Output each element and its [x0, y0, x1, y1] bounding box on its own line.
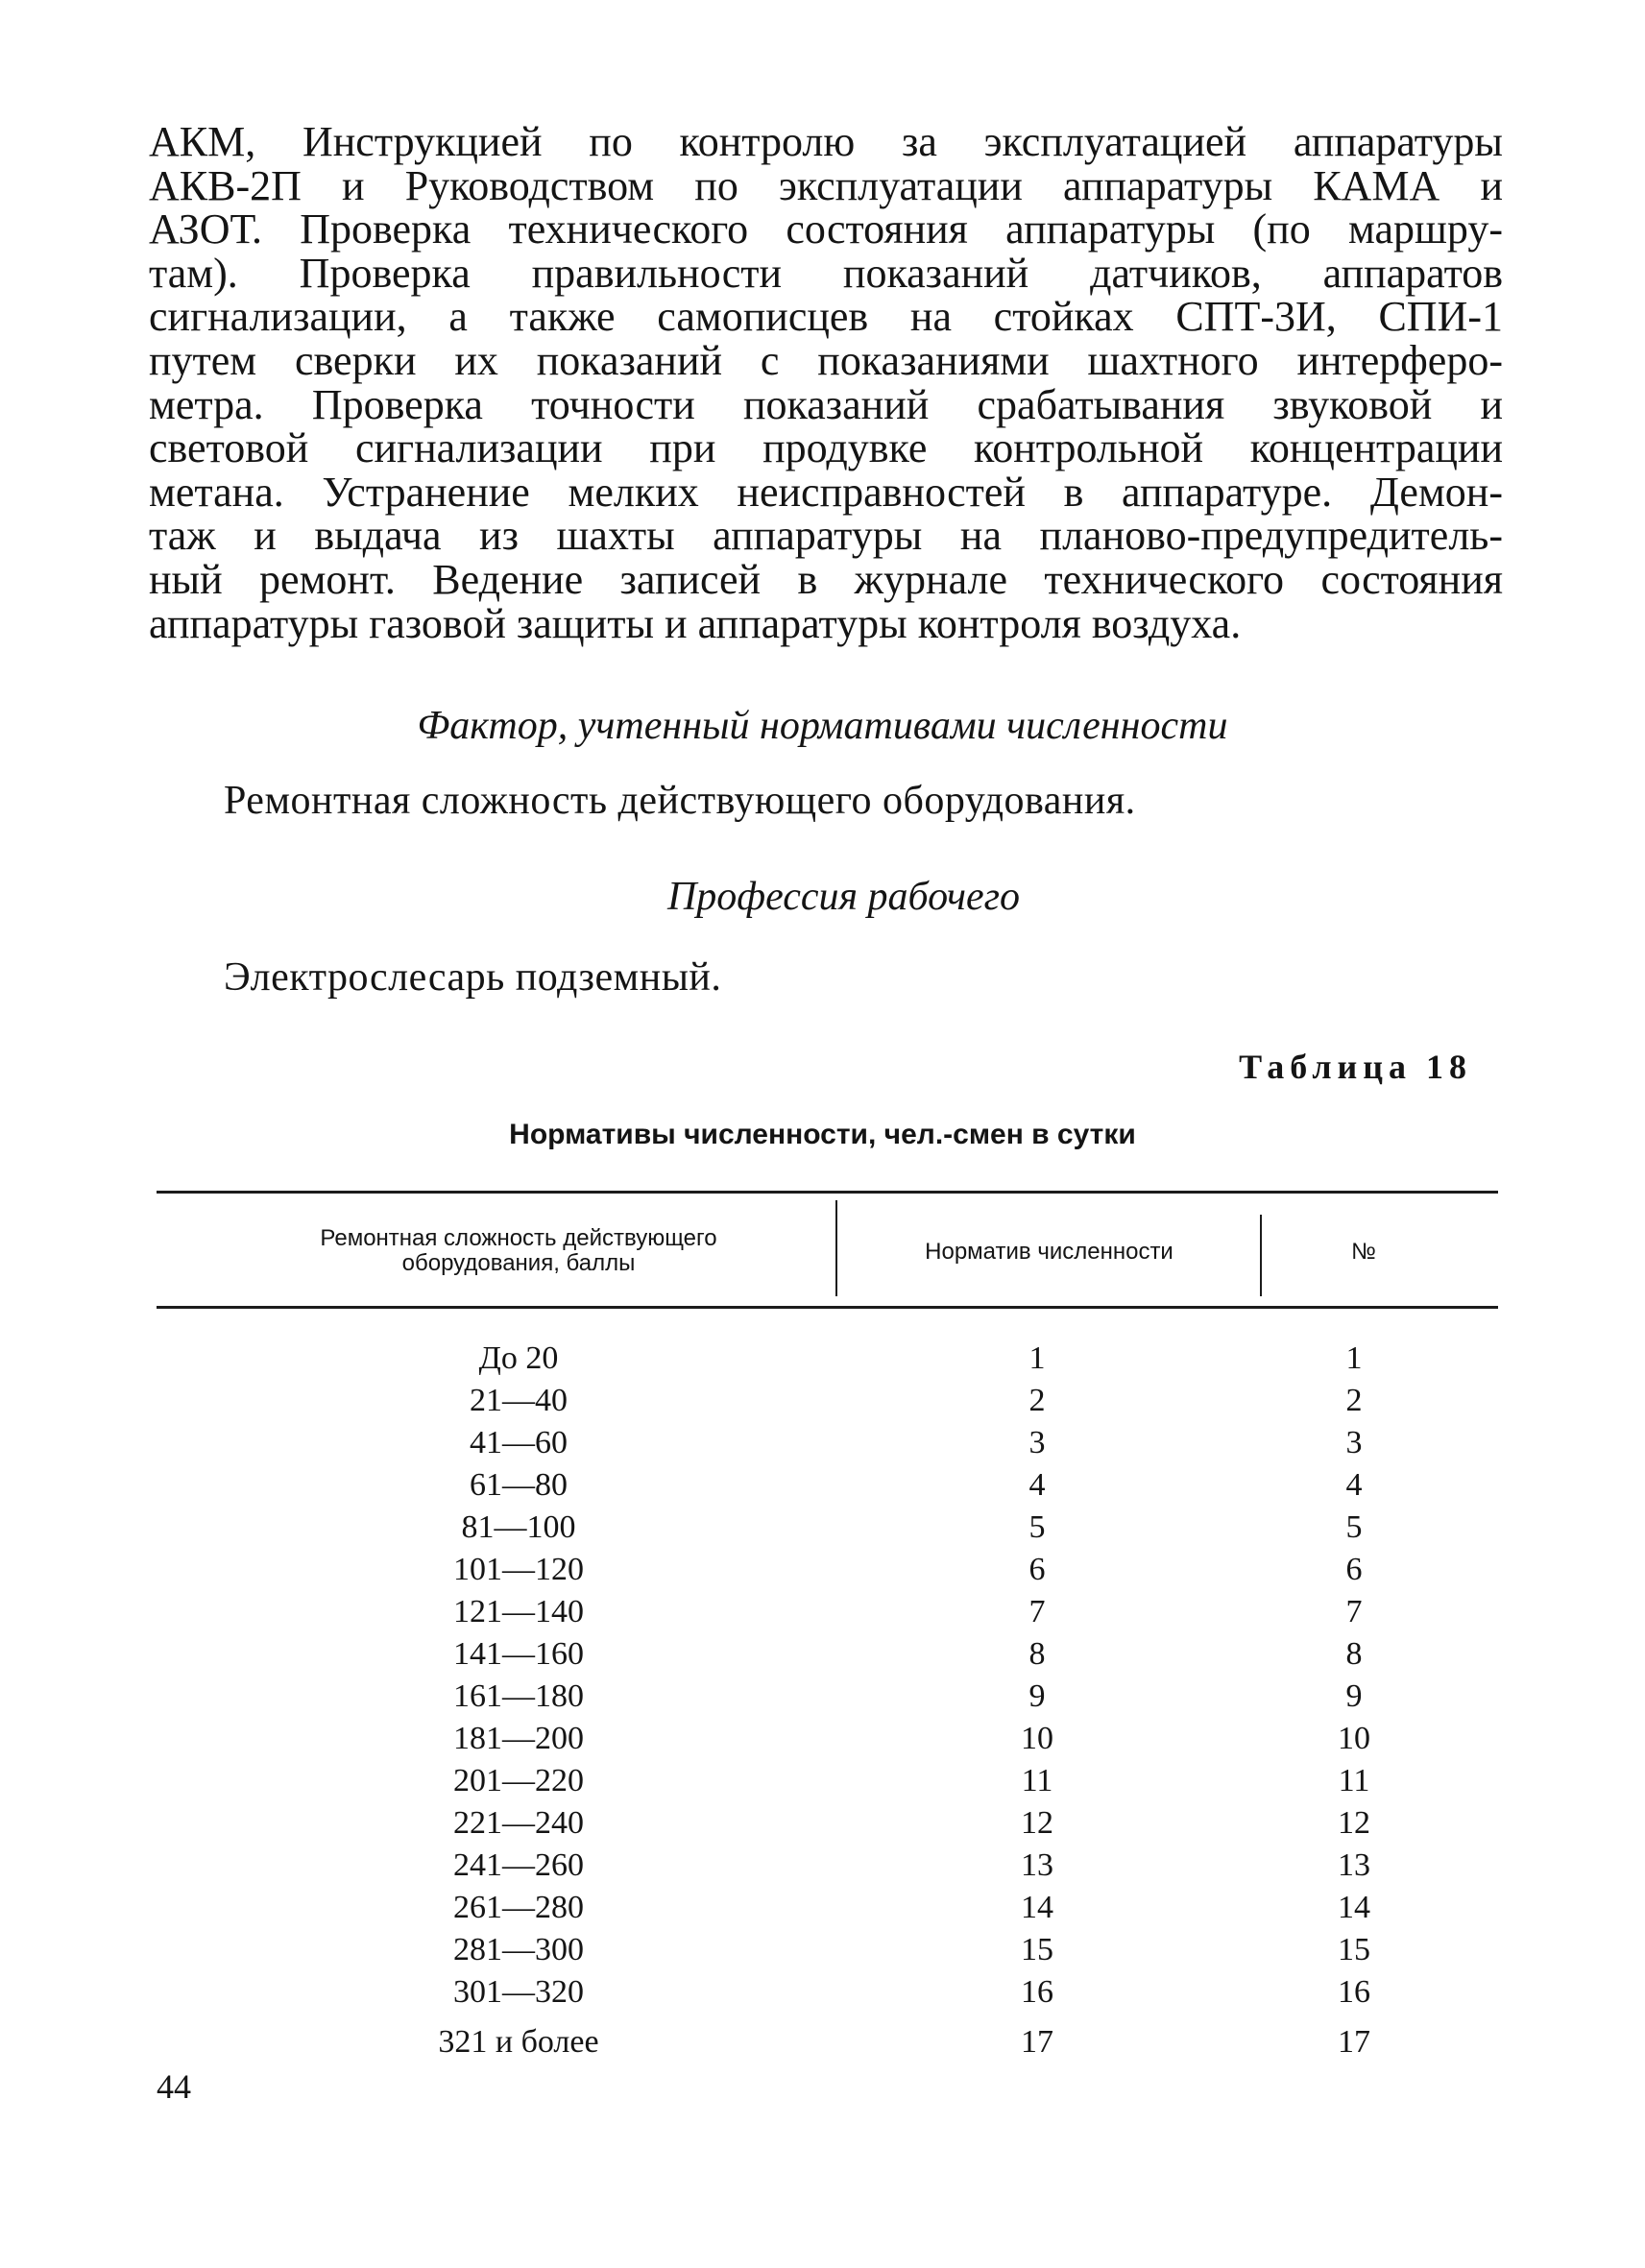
number-cell: 3 — [1345, 1425, 1363, 1460]
paragraph-line: АЗОТ. Проверка технического состояния аппаратуры (по маршру- — [149, 205, 1503, 253]
number-cell: 4 — [1345, 1467, 1363, 1503]
paragraph-line: ный ремонт. Ведение записей в журнале технического состояния — [149, 555, 1503, 603]
table-row — [0, 1422, 1645, 1464]
paragraph-line: АКМ, Инструкцией по контролю за эксплуатацией аппаратуры — [149, 118, 1503, 165]
factor-heading: Фактор, учтенный нормативами численности — [417, 704, 1228, 748]
number-cell: 15 — [1338, 1932, 1370, 1967]
norm-cell: 13 — [1021, 1847, 1053, 1883]
table-number: Таблица 18 — [1239, 1048, 1472, 1086]
header-complexity-line: Ремонтная сложность действующего — [320, 1225, 717, 1251]
number-cell: 9 — [1345, 1678, 1363, 1714]
table-row — [0, 1549, 1645, 1591]
number-cell: 1 — [1345, 1340, 1363, 1376]
paragraph-line: путем сверки их показаний с показаниями шахтного интерферо- — [149, 336, 1503, 384]
norm-cell: 12 — [1021, 1805, 1053, 1841]
complexity-cell: 121—140 — [453, 1594, 584, 1629]
norm-cell: 2 — [1028, 1383, 1046, 1418]
table-row — [0, 1633, 1645, 1676]
header-norm: Норматив численности — [925, 1239, 1173, 1265]
table-row — [0, 1760, 1645, 1802]
complexity-cell: 281—300 — [453, 1932, 584, 1967]
complexity-cell: 301—320 — [453, 1974, 584, 2010]
complexity-cell: 161—180 — [453, 1678, 584, 1714]
number-cell: 12 — [1338, 1805, 1370, 1841]
header-number: № — [1351, 1239, 1376, 1265]
complexity-cell: 181—200 — [453, 1721, 584, 1756]
header-complexity-line: оборудования, баллы — [401, 1250, 636, 1276]
complexity-cell: 61—80 — [470, 1467, 568, 1503]
profession-text: Электрослесарь подземный. — [224, 955, 722, 1000]
table-row — [0, 1338, 1645, 1380]
paragraph-line: таж и выдача из шахты аппаратуры на планово-предупредитель- — [149, 512, 1503, 560]
number-cell: 5 — [1345, 1509, 1363, 1545]
number-cell: 17 — [1338, 2024, 1370, 2060]
complexity-cell: До 20 — [478, 1340, 559, 1376]
norm-cell: 1 — [1028, 1340, 1046, 1376]
number-cell: 14 — [1338, 1890, 1370, 1925]
table-top-rule — [157, 1191, 1498, 1194]
norm-cell: 10 — [1021, 1721, 1053, 1756]
header-complexity — [230, 1226, 807, 1276]
norm-cell: 15 — [1021, 1932, 1053, 1967]
complexity-cell: 41—60 — [470, 1425, 568, 1460]
table-row — [0, 2021, 1645, 2063]
paragraph-line: АКВ-2П и Руководством по эксплуатации аппаратуры КАМА и — [149, 161, 1503, 209]
paragraph-line: сигнализации, а также самописцев на стойках СПТ-3И, СПИ-1 — [149, 293, 1503, 341]
norm-cell: 16 — [1021, 1974, 1053, 2010]
factor-text: Ремонтная сложность действующего оборудования. — [224, 779, 1136, 823]
paragraph-line: там). Проверка правильности показаний датчиков, аппаратов — [149, 249, 1503, 297]
complexity-cell: 221—240 — [453, 1805, 584, 1841]
table-row — [0, 1887, 1645, 1929]
complexity-cell: 261—280 — [453, 1890, 584, 1925]
norm-cell: 3 — [1028, 1425, 1046, 1460]
norm-cell: 7 — [1028, 1594, 1046, 1629]
table-header-rule — [157, 1306, 1498, 1309]
body-paragraph — [149, 120, 1503, 645]
table-row — [0, 1507, 1645, 1549]
paragraph-line: метра. Проверка точности показаний срабатывания звуковой и — [149, 380, 1503, 428]
complexity-cell: 321 и более — [438, 2024, 599, 2060]
norm-cell: 14 — [1021, 1890, 1053, 1925]
number-cell: 16 — [1338, 1974, 1370, 2010]
number-cell: 11 — [1338, 1763, 1370, 1798]
table-row — [0, 1380, 1645, 1422]
profession-heading: Профессия рабочего — [666, 875, 1021, 919]
norm-cell: 4 — [1028, 1467, 1046, 1503]
norm-cell: 8 — [1028, 1636, 1046, 1672]
table-row — [0, 1929, 1645, 1971]
complexity-cell: 201—220 — [453, 1763, 584, 1798]
table-body — [0, 1338, 1645, 2063]
number-cell: 7 — [1345, 1594, 1363, 1629]
table-title: Нормативы численности, чел.-смен в сутки — [509, 1119, 1136, 1150]
page-number: 44 — [157, 2067, 191, 2106]
table-row — [0, 1718, 1645, 1760]
norm-cell: 5 — [1028, 1509, 1046, 1545]
norm-cell: 17 — [1021, 2024, 1053, 2060]
table-row — [0, 1971, 1645, 2014]
column-divider — [835, 1200, 837, 1296]
number-cell: 8 — [1345, 1636, 1363, 1672]
table-row — [0, 1676, 1645, 1718]
complexity-cell: 21—40 — [470, 1383, 568, 1418]
column-divider — [1260, 1215, 1262, 1296]
complexity-cell: 101—120 — [453, 1552, 584, 1587]
table-row — [0, 1464, 1645, 1507]
paragraph-line: метана. Устранение мелких неисправностей в аппаратуре. Демон- — [149, 468, 1503, 516]
paragraph-line: световой сигнализации при продувке контрольной концентрации — [149, 424, 1503, 472]
norm-cell: 6 — [1028, 1552, 1046, 1587]
table-row — [0, 1845, 1645, 1887]
complexity-cell: 241—260 — [453, 1847, 584, 1883]
number-cell: 10 — [1338, 1721, 1370, 1756]
number-cell: 13 — [1338, 1847, 1370, 1883]
norm-cell: 9 — [1028, 1678, 1046, 1714]
number-cell: 2 — [1345, 1383, 1363, 1418]
table-row — [0, 1802, 1645, 1845]
number-cell: 6 — [1345, 1552, 1363, 1587]
table-row — [0, 1591, 1645, 1633]
norm-cell: 11 — [1021, 1763, 1053, 1798]
paragraph-line: аппаратуры газовой защиты и аппаратуры контроля воздуха. — [149, 599, 1242, 647]
complexity-cell: 141—160 — [453, 1636, 584, 1672]
complexity-cell: 81—100 — [461, 1509, 576, 1545]
